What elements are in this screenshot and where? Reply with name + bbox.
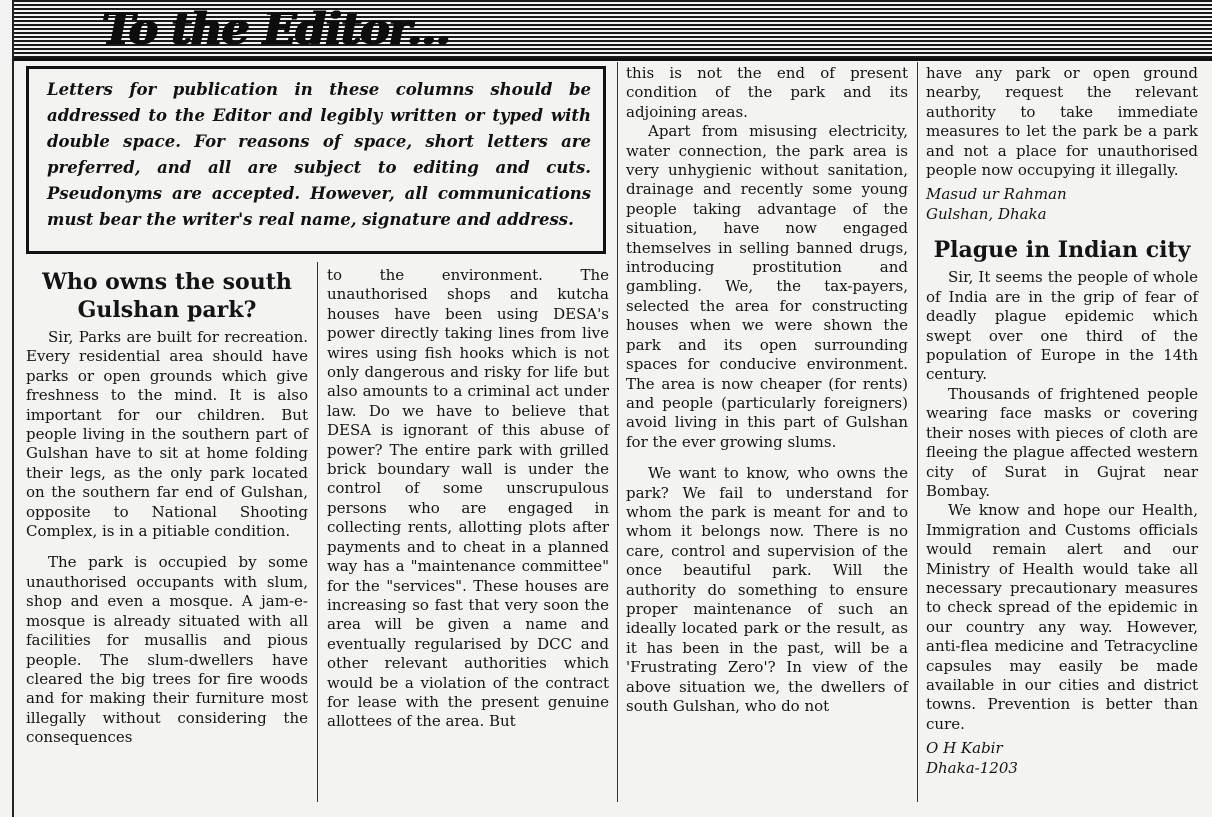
letter1-headline: Who owns the south Gulshan park? xyxy=(42,269,292,323)
letter1-paragraph-4: this is not the end of present condition of the park and its adjoining areas. xyxy=(626,64,908,121)
letter1-paragraph-3: to the environment. The unauthorised shops and kutcha houses have been using DESA's power directly taking lines from live wires using fish hooks which is not only dangerous and risky for life but also amounts to a criminal act under law. Do we have to believe that DESA is ignorant of this abuse of power? The entire park with grilled brick boundary wall is under the control of some unscrupulous persons who are engaged in collecting rents, allotting plots after payments and to cheat in a planned way has a "maintenance committee" for the "services". These houses are increasing so fast that very soon the area will be given a name and eventually regularised by DCC and other relevant authorities which would be a violation of the contract for lease with the present genuine allottees of the area. But xyxy=(327,266,609,731)
column-rule xyxy=(917,62,918,802)
column-2 xyxy=(327,266,609,732)
letter2-paragraph-1: Sir, It seems the people of whole of India are in the grip of fear of deadly plague epidemic which swept over one third of the population of Europe in the 14th century. xyxy=(926,268,1198,384)
letter1-paragraph-2: The park is occupied by some unauthorised occupants with slum, shop and even a mosque. A jam-e-mosque is already situated with all facilities for musallis and pious people. The slum-dwellers have cleared the big trees for fire woods and for making their furniture most illegally without considering the consequences xyxy=(26,553,308,747)
letter1-paragraph-7: have any park or open ground nearby, request the relevant authority to take immediate measures to let the park be a park and not a place for unauthorised people now occupying it illegally. xyxy=(926,64,1198,180)
letter2-signature-place: Dhaka-1203 xyxy=(926,759,1018,778)
letter2-paragraph-3: We know and hope our Health, Immigration and Customs officials would remain alert and our Ministry of Health would take all necessary precautionary measures to check spread of the epidemic in our country any way. However, anti-flea medicine and Tetracycline capsules may easily be made available in our cities and district towns. Prevention is better than cure. xyxy=(926,501,1198,733)
letter1-signature-name: Masud ur Rahman xyxy=(926,185,1067,204)
letter1-paragraph-6: We want to know, who owns the park? We fail to understand for whom the park is meant for and to whom it belongs now. There is no care, control and supervision of the once beautiful park. Will the authority do something to ensure proper maintenance of such an ideally located park or the result, as it has been in the past, will be a 'Frustrating Zero'? In view of the above situation we, the dwellers of south Gulshan, who do not xyxy=(626,464,908,715)
letter1-paragraph-1: Sir, Parks are built for recreation. Every residential area should have parks or open grounds which give freshness to the mind. It is also important for our children. But people living in the southern part of Gulshan have to sit at home folding their legs, as the only park located on the southern far end of Gulshan, opposite to National Shooting Complex, is in a pitiable condition. xyxy=(26,328,308,541)
letter1-paragraph-5: Apart from misusing electricity, water connection, the park area is very unhygienic without sanitation, drainage and recently some young people taking advantage of the situation, have now engaged themselves in selling banned drugs, introducing prostitution and gambling. We, the tax-payers, selected the area for constructing houses when we were shown the park and its open surrounding spaces for conducive environment. The area is now cheaper (for rents) and people (particularly foreigners) avoid living in this part of Gulshan for the ever growing slums. xyxy=(626,122,908,451)
column-4 xyxy=(926,64,1198,778)
masthead-title: To the Editor... xyxy=(102,4,450,55)
masthead xyxy=(14,0,1212,61)
column-rule xyxy=(617,62,618,802)
letter2-headline: Plague in Indian city xyxy=(933,237,1191,264)
letter2-signature-name: O H Kabir xyxy=(926,739,1003,758)
editor-notice-box: Letters for publication in these columns should be addressed to the Editor and legibly written or typed with double space. For reasons of space, short letters are preferred, and all are subject to editing and cuts. Pseudonyms are accepted. However, all communications must bear the writer's real name, signature and address. xyxy=(26,66,606,254)
letter2-paragraph-2: Thousands of frightened people wearing face masks or covering their noses with pieces of cloth are fleeing the plague affected western city of Surat in Gujrat near Bombay. xyxy=(926,384,1198,500)
newspaper-page xyxy=(12,0,1212,817)
column-rule xyxy=(317,262,318,802)
column-3 xyxy=(626,64,908,716)
column-1 xyxy=(26,268,308,748)
letter1-signature-place: Gulshan, Dhaka xyxy=(926,205,1047,224)
